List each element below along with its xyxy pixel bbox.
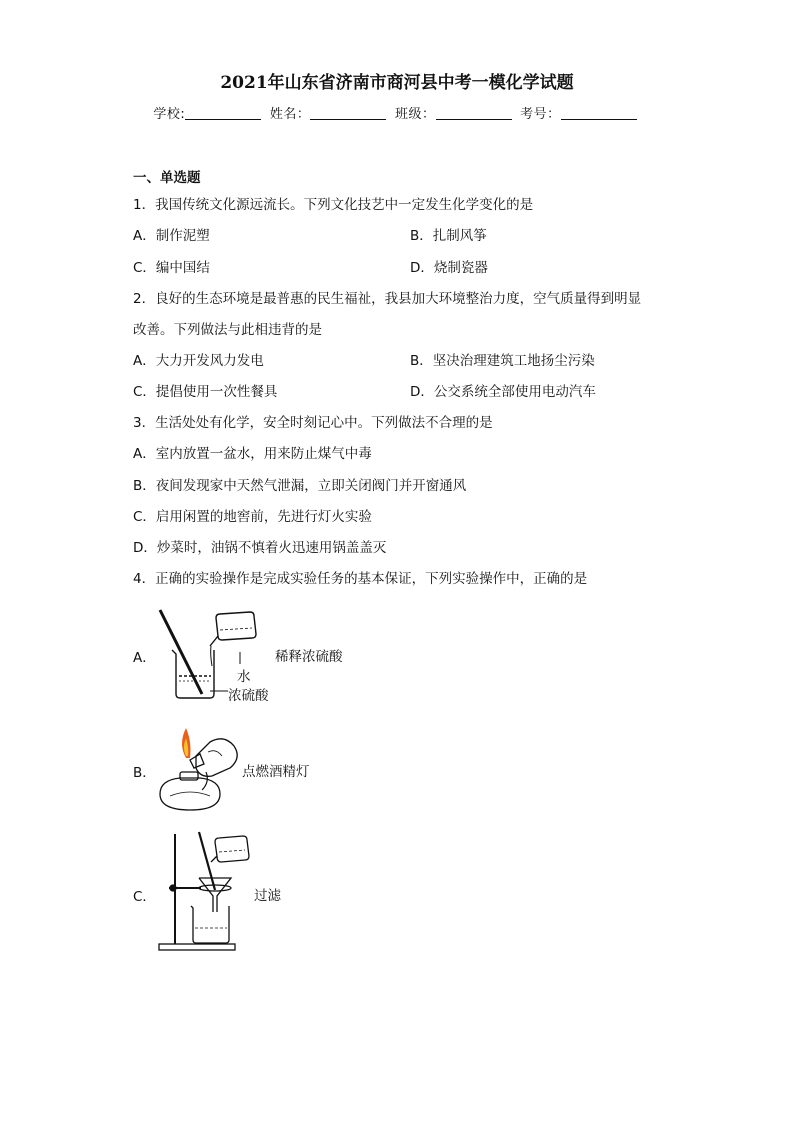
- page-title: 2021年山东省济南市商河县中考一模化学试题: [220, 73, 574, 93]
- q2-option-d[interactable]: D．公交系统全部使用电动汽车: [410, 384, 596, 400]
- q2-stem-line1: 2．良好的生态环境是最普惠的民生福祉，我县加大环境整治力度，空气质量得到明显: [133, 291, 642, 307]
- alcohol-lamp-figure: [150, 722, 250, 814]
- q2-option-a[interactable]: A．大力开发风力发电: [133, 353, 264, 369]
- q2-option-c[interactable]: C．提倡使用一次性餐具: [133, 384, 278, 400]
- school-label: 学校:: [153, 107, 186, 122]
- q3-option-d[interactable]: D．炒菜时，油锅不慎着火迅速用锅盖盖灭: [133, 540, 387, 556]
- section-heading: 一、单选题: [133, 170, 201, 186]
- q2-option-b[interactable]: B．坚决治理建筑工地扬尘污染: [410, 353, 595, 369]
- q3-option-c[interactable]: C．启用闲置的地窖前，先进行灯火实验: [133, 509, 372, 525]
- class-label: 班级：: [395, 107, 436, 122]
- water-label: 水: [237, 669, 251, 685]
- q4-option-a[interactable]: A．: [133, 650, 156, 666]
- name-label: 姓名：: [269, 107, 311, 122]
- q3-stem: 3．生活处处有化学，安全时刻记心中。下列做法不合理的是: [133, 415, 493, 431]
- q3-option-a[interactable]: A．室内放置一盆水，用来防止煤气中毒: [133, 446, 372, 462]
- examno-blank[interactable]: [561, 107, 637, 120]
- class-blank[interactable]: [436, 107, 512, 120]
- filtration-figure: [155, 828, 265, 954]
- light-lamp-caption: 点燃酒精灯: [242, 764, 310, 780]
- filtration-caption: 过滤: [254, 888, 281, 904]
- student-info-line: [0, 103, 794, 122]
- examno-label: 考号：: [520, 107, 561, 122]
- q1-option-b[interactable]: B．扎制风筝: [410, 228, 487, 244]
- q4-option-b[interactable]: B．: [133, 765, 156, 781]
- q1-option-d[interactable]: D．烧制瓷器: [410, 260, 488, 276]
- dilute-acid-caption: 稀释浓硫酸: [275, 649, 343, 665]
- q1-stem: 1．我国传统文化源远流长。下列文化技艺中一定发生化学变化的是: [133, 197, 534, 213]
- q1-option-a[interactable]: A．制作泥塑: [133, 228, 210, 244]
- q4-stem: 4．正确的实验操作是完成实验任务的基本保证，下列实验操作中，正确的是: [133, 571, 588, 587]
- q4-option-c[interactable]: C．: [133, 889, 156, 905]
- q3-option-b[interactable]: B．夜间发现家中天然气泄漏，立即关闭阀门并开窗通风: [133, 478, 467, 494]
- q2-stem-line2: 改善。下列做法与此相违背的是: [133, 322, 322, 338]
- concentrated-acid-label: 浓硫酸: [228, 688, 269, 704]
- name-blank[interactable]: [310, 107, 386, 120]
- school-blank[interactable]: [185, 107, 261, 120]
- q1-option-c[interactable]: C．编中国结: [133, 260, 210, 276]
